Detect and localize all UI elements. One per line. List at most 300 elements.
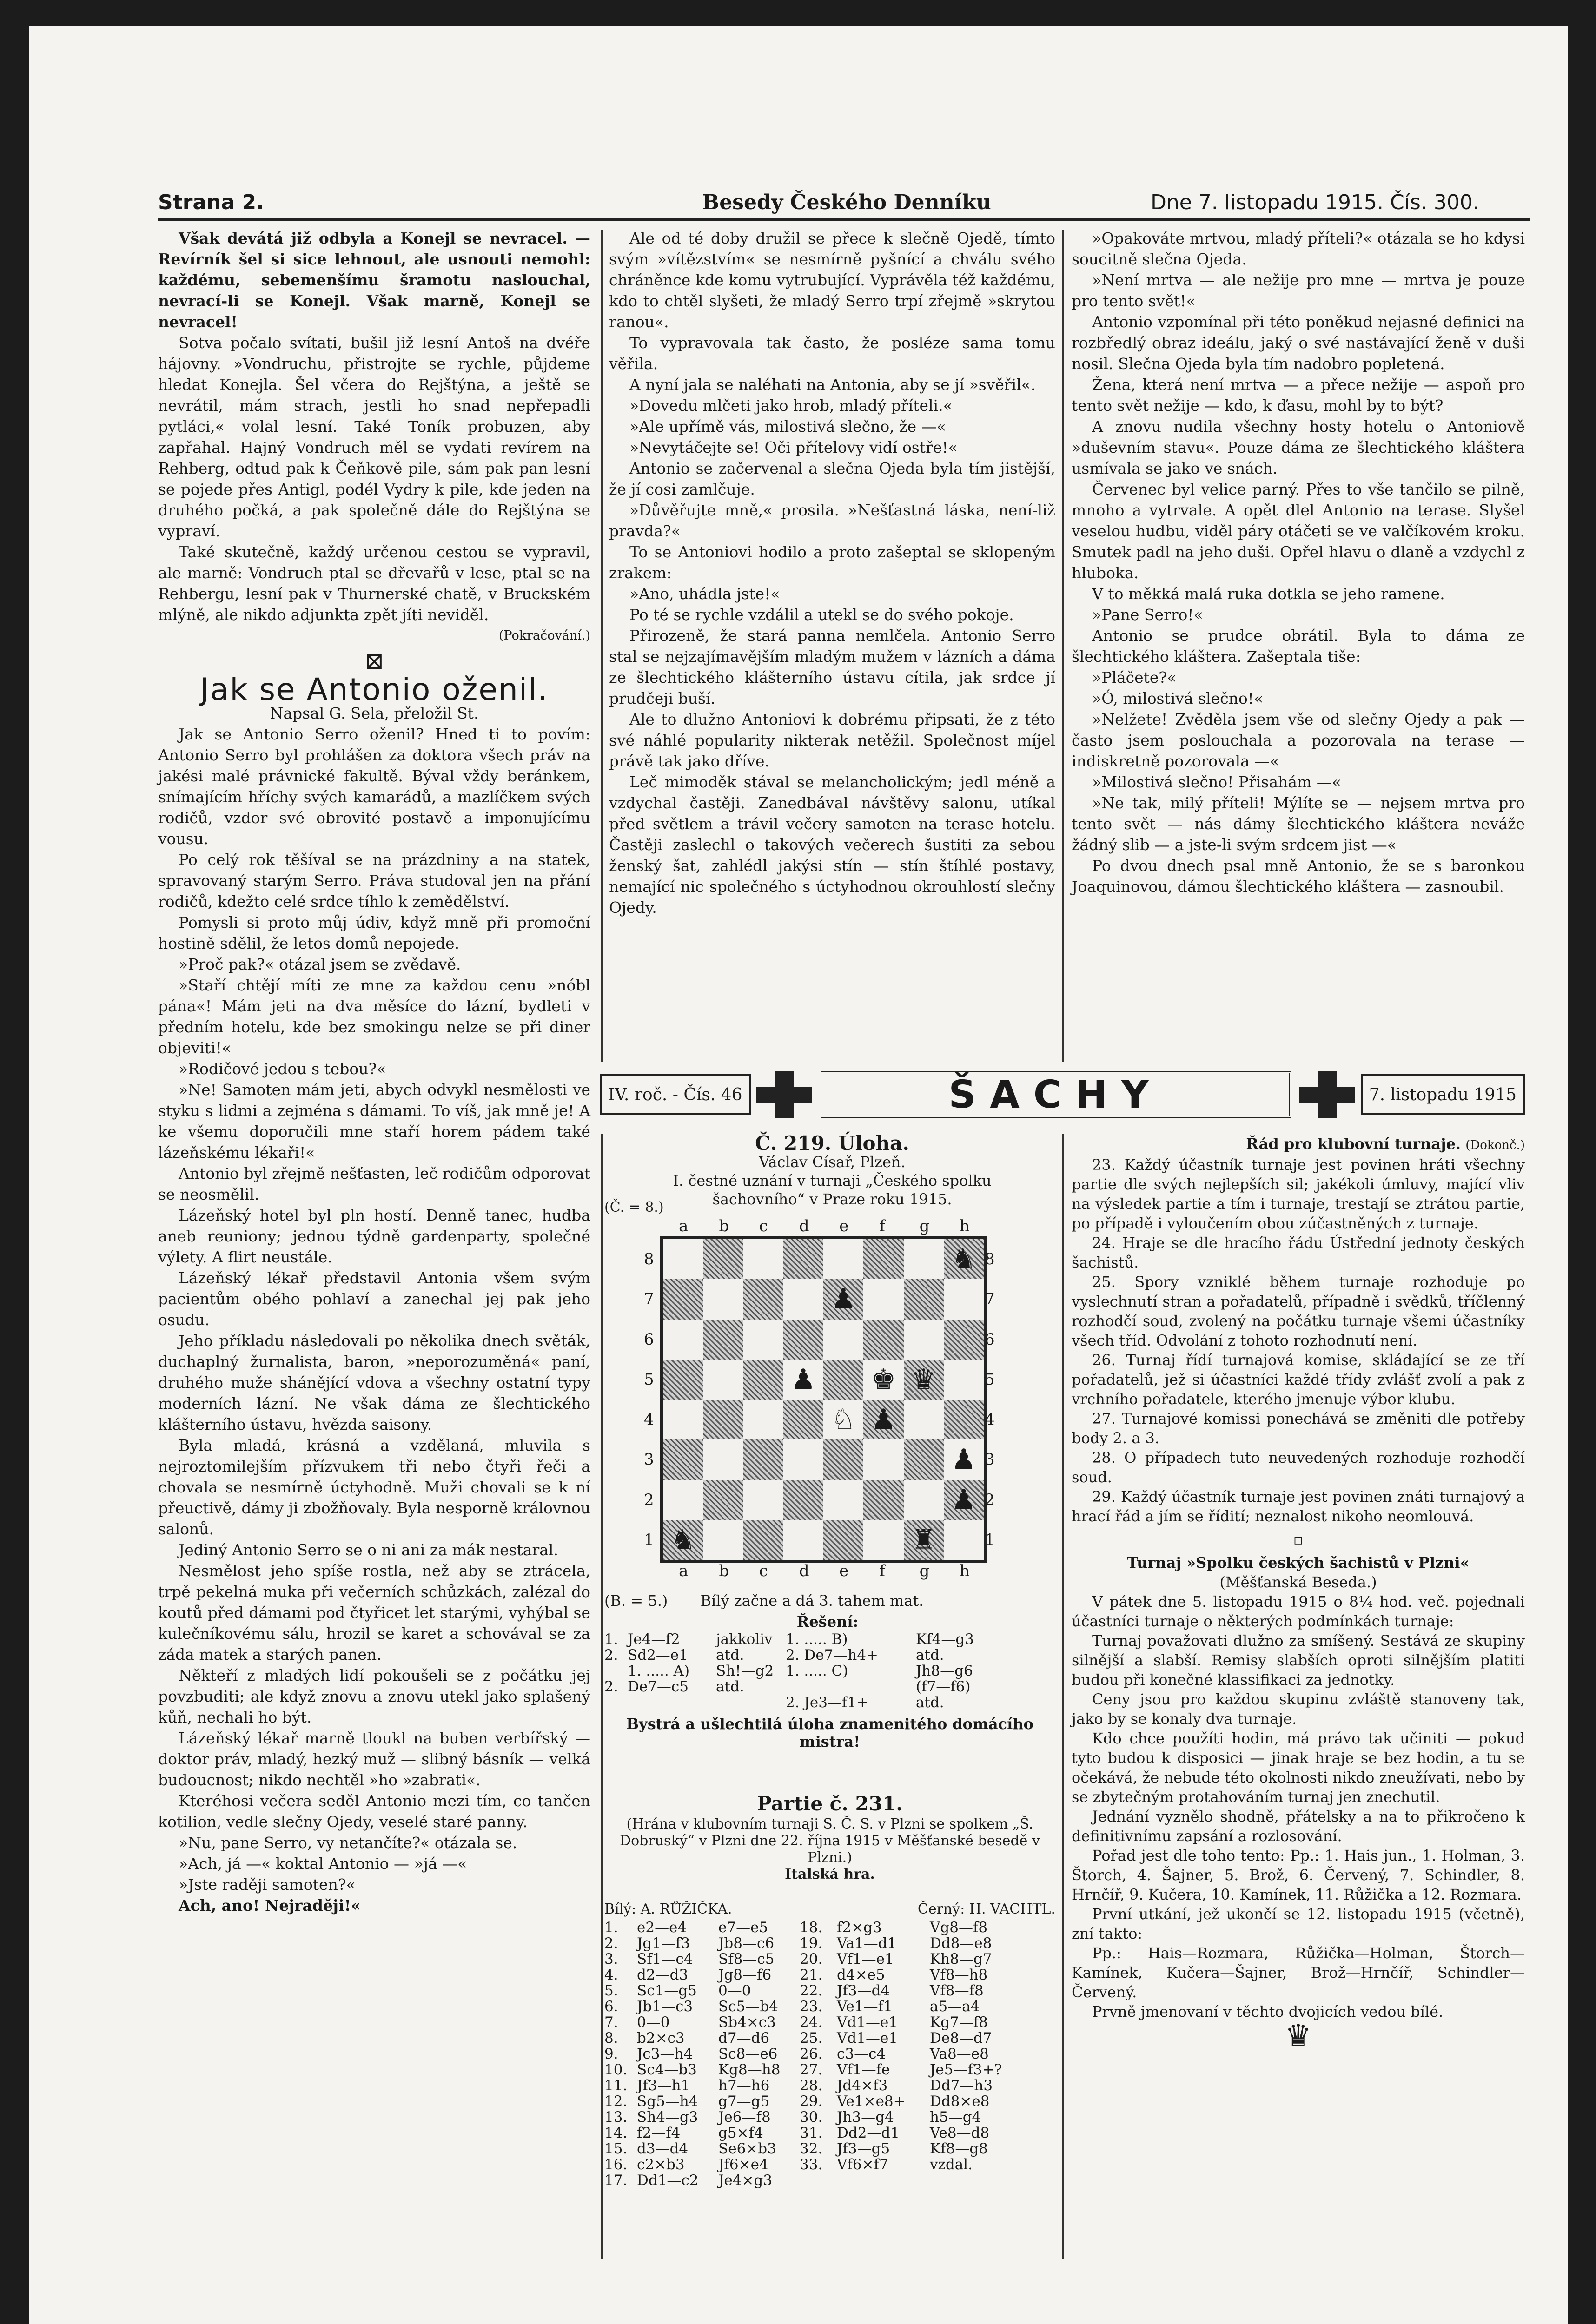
board-square-b1 [703,1520,743,1560]
tournament-title: Turnaj »Spolku českých šachistů v Plzni« [1127,1554,1470,1571]
paragraph: Po dvou dnech psal mně Antonio, že se s baronkou Joaquinovou, dámou šlechtického kláštera — zasnoubil. [1072,857,1525,896]
paragraph: »Dovedu mlčeti jako hrob, mladý příteli.« [629,396,953,415]
solution-cell: atd. [916,1694,944,1711]
move-row [604,1999,1055,2014]
rank-label: 1 [644,1530,654,1549]
paragraph: 28. O případech tuto neuvedených rozhoduje rozhodčí soud. [1072,1449,1525,1486]
move-cell: Vf8—h8 [930,1967,988,1983]
paragraph: Žena, která není mrtva — a přece nežije — aspoň pro tento svět nežije — kdo, k ďasu, mohl by to být? [1072,376,1525,415]
move-cell: 26. [800,2046,823,2062]
move-cell: 8. [604,2030,618,2047]
file-label: c [759,1562,768,1580]
board-square-a4 [663,1400,703,1439]
board-square-b7 [703,1279,743,1319]
rank-label: 5 [644,1370,654,1389]
move-cell: 0—0 [718,1982,751,1999]
solution-cell: (f7—f6) [916,1678,971,1695]
board-square-f7 [863,1279,903,1319]
paragraph: »Proč pak?« otázal jsem se zvědavě. [179,955,461,973]
paragraph: »Ne! Samoten mám jeti, abych odvykl nesmělosti ve styku s lidmi a zejména s dámami. To víš, jak mně je! A ke všemu doporučili mne staří horem pádem také lázeňskému lékaři!« [158,1081,590,1162]
solution-cell: atd. [716,1647,744,1664]
file-label: g [919,1217,930,1235]
move-row [604,2078,1055,2093]
column-divider [601,230,603,1062]
problem-stipulation-row [604,1592,1051,1610]
move-cell: g5×f4 [718,2125,763,2141]
move-cell: vzdal. [930,2156,973,2173]
board-square-e3 [823,1439,863,1479]
rank-label: 6 [985,1330,995,1349]
move-cell: 32. [800,2140,823,2157]
solution-cell [604,1695,628,1710]
paragraph: Ale to dlužno Antoniovi k dobrému připsati, že z této své náhlé popularity nikterak netěžil. Společnost míjel právě tak jako dříve. [609,710,1055,770]
move-cell: Ve8—d8 [930,2125,990,2141]
move-cell: 13. [604,2109,628,2126]
paragraph: 27. Turnajové komissi ponechává se změniti dle potřeby body 2. a 3. [1072,1410,1525,1447]
solution-row [604,1631,1055,1647]
move-cell: Jg1—f3 [637,1935,690,1952]
paragraph: »Ach, já —« koktal Antonio — »já —« [179,1855,467,1873]
move-cell: Vf1—fe [837,2061,890,2078]
move-cell: Dd7—h3 [930,2077,993,2094]
move-cell: 11. [604,2077,628,2094]
solution-table [604,1631,1055,1710]
rank-label: 3 [644,1450,654,1469]
move-cell: Vf6×f7 [837,2156,888,2173]
move-cell: c2×b3 [637,2156,685,2173]
move-cell: 30. [800,2109,823,2126]
move-cell: Jf6×e4 [718,2156,768,2173]
board-square-g5 [904,1360,944,1400]
board-square-e5 [823,1360,863,1400]
solution-cell [604,1663,628,1679]
move-cell: Ve1—f1 [837,1998,893,2015]
file-label: c [759,1217,768,1235]
paragraph: Prvně jmenovaní v těchto dvojicích vedou bílé. [1092,2003,1444,2020]
board-square-a1 [663,1520,703,1560]
file-label: b [719,1217,729,1235]
move-row [604,2093,1055,2109]
move-cell: d3—d4 [637,2140,689,2157]
board-square-b3 [703,1439,743,1479]
move-cell: Sf1—c4 [637,1951,693,1967]
move-cell: Dd1—c2 [637,2172,699,2189]
move-cell: Jf3—g5 [837,2140,890,2157]
volume-number: IV. roč. - Čís. 46 [600,1074,751,1115]
file-label: d [799,1217,809,1235]
board-square-b6 [703,1320,743,1360]
board-square-a8 [663,1239,703,1279]
move-row [604,2046,1055,2062]
checker-ornament [1299,1071,1355,1118]
move-cell: De8—d7 [930,2030,992,2047]
move-cell: Se6×b3 [718,2140,776,2157]
move-cell: Dd8×e8 [930,2093,990,2110]
problem-note: Bystrá a ušlechtilá úloha znamenitého domácího mistra! [626,1715,1033,1750]
board-square-e2 [823,1480,863,1520]
solution-cell: Je4—f2 [628,1631,680,1648]
board-square-b8 [703,1239,743,1279]
move-cell: 9. [604,2046,618,2062]
board-square-d2 [783,1480,823,1520]
paragraph: Jednání vyznělo shodně, přátelsky a na to přikročeno k definitivnímu zapsání a rozlosování. [1072,1808,1525,1845]
solution-row [604,1679,1055,1695]
paragraph: Také skutečně, každý určenou cestou se vypravil, ale marně: Vondruch ptal se dřevařů v lese, ptal se na Rehbergu, lesní pak v Thurnerské chatě, v Bruckském mlýně, ale nikdo adjunkta zpět jíti neviděl. [158,543,590,624]
page-number: Strana 2. [158,191,264,214]
move-cell: 21. [800,1967,823,1983]
chess-board [660,1236,987,1563]
move-cell: 20. [800,1951,823,1967]
move-cell: 3. [604,1951,618,1967]
file-label: e [839,1217,849,1235]
paragraph: Nesmělost jeho spíše rostla, než aby se ztrácela, trpě pekelná muka při večerních schůzkách, zalézal do koutů před dámami pod čtyřicet let starými, vyhýbal se kulečníkovému sálu, hrozil se karet a schovával se za záda matek a starých panen. [158,1562,590,1664]
solution-cell: 2. De7—h4+ [786,1647,879,1664]
file-label: d [799,1562,809,1580]
solution-cell: atd. [916,1647,944,1664]
column-divider [601,1134,603,2259]
rules-continued: (Dokonč.) [1465,1138,1525,1152]
solution-cell: Jh8—g6 [916,1663,973,1679]
solution-cell: De7—c5 [628,1678,689,1695]
board-square-f2 [863,1480,903,1520]
paragraph: Pořad jest dle toho tento: Pp.: 1. Hais jun., 1. Holman, 3. Štorch, 4. Šajner, 5. Brož, 6. Červený, 7. Schindler, 8. Hrnčíř, 9. Kučera, 10. Kamínek, 11. Růžička a 12. Rozmara. [1072,1847,1525,1903]
chess-section-banner [600,1069,1525,1120]
move-cell: Je5—f3+? [930,2061,1002,2078]
move-cell: Sf8—c5 [718,1951,775,1967]
board-square-d5 [783,1360,823,1400]
column-story-continued [609,228,1055,918]
board-square-g3 [904,1439,944,1479]
move-cell: f2×g3 [837,1919,882,1936]
board-square-f6 [863,1320,903,1360]
board-square-g7 [904,1279,944,1319]
move-cell: Jg8—f6 [718,1967,772,1983]
file-label: h [959,1217,970,1235]
board-square-f1 [863,1520,903,1560]
chess-piece-icon: ♘ [831,1403,856,1436]
column-divider [1062,1134,1064,2259]
move-row [604,1935,1055,1951]
chess-problem-header [609,1134,1055,1208]
paragraph: Červenec byl velice parný. Přes to vše tančilo se pilně, mnoho a vytrvale. A opět dlel Antonio na terase. Slyšel veselou hudbu, viděl páry otáčeti se ve valčíkovém kroku. Smutek padl na jeho duši. Opřel hlavu o dlaně a vzdychl z hluboka. [1072,480,1525,582]
move-cell: 5. [604,1982,618,1999]
board-square-f8 [863,1239,903,1279]
paragraph: Kteréhosi večera seděl Antonio mezi tím, co tančen kotilion, vedle slečny Ojedy, veselé staré panny. [158,1792,590,1831]
solution-cell: jakkoliv [716,1631,773,1648]
move-cell: Sb4×c3 [718,2014,776,2031]
board-square-d7 [783,1279,823,1319]
paragraph: Lázeňský lékař marně tloukl na buben verbířský — doktor práv, mladý, hezký muž — slibný básník — velká budoucnost; nikdo nechtěl »ho »zabrati«. [158,1729,590,1789]
paragraph: Ale od té doby družil se přece k slečně Ojedě, tímto svým »vítězstvím« se nesmírně pyšnící a chválu svého chráněnce kde komu vytrubující. Vyprávěla též každému, kdo to chtěl slyšeti, že mladý Serro trpí zřejmě »skrytou ranou«. [609,229,1055,331]
solution-row [604,1695,1055,1710]
move-cell: Je6—f8 [718,2109,771,2126]
move-cell: Sg5—h4 [637,2093,698,2110]
tournament-venue: (Měšťanská Beseda.) [1219,1573,1377,1591]
board-square-a7 [663,1279,703,1319]
story-title: Jak se Antonio oženil. [200,672,549,707]
black-player: Černý: H. VACHTL. [917,1901,1055,1917]
board-square-h4 [944,1400,984,1439]
board-square-g6 [904,1320,944,1360]
paragraph: 29. Každý účastník turnaje jest povinen znáti turnajový a hrací řád a jím se řídití; neznalost nikoho neomlouvá. [1072,1488,1525,1525]
board-square-f5 [863,1360,903,1400]
paragraph: »Nu, pane Serro, vy netančíte?« otázala se. [179,1834,517,1852]
move-cell: e7—e5 [718,1919,768,1936]
paragraph: Jak se Antonio Serro oženil? Hned ti to povím: Antonio Serro byl prohlášen za doktora všech práv na jakési malé právnické fakultě. Býval vždy beránkem, snímajícím hříchy svých kamarádů, a mazlíčkem svých rodičů, vzdor své obrovité postavě a imponujícímu vousu. [158,725,590,848]
move-cell: 10. [604,2061,628,2078]
rank-label: 2 [644,1490,654,1509]
paragraph: Po té se rychle vzdálil a utekl se do svého pokoje. [629,606,1014,624]
problem-author: Václav Císař, Plzeň. [759,1153,906,1171]
column-chess-news [1072,1134,1525,2053]
move-cell: 7. [604,2014,618,2031]
board-square-a6 [663,1320,703,1360]
board-square-d3 [783,1439,823,1479]
paragraph: Však devátá již odbyla a Konejl se nevracel. — Revírník šel si sice lehnout, ale usnouti nemohl: každému, sebemenšímu šramotu naslouchal, nevrací-li se Konejl. Však marně, Konejl se nevracel! [158,229,590,331]
move-cell: 4. [604,1967,618,1983]
paragraph: »Nelžete! Zvěděla jsem vše od slečny Ojedy a pak — často jsem poslouchala a pozorovala na terase — indiskretně pozorovala —« [1072,710,1525,770]
solution-cell: 1. ..... B) [786,1631,848,1648]
paragraph: Ach, ano! Nejraději!« [179,1896,361,1915]
move-row [604,2141,1055,2157]
board-square-d8 [783,1239,823,1279]
move-cell: Je4×g3 [718,2172,773,2189]
file-label: f [879,1562,885,1580]
move-cell: 12. [604,2093,628,2110]
solution-cell: Sd2—e1 [628,1647,688,1664]
rank-label: 1 [985,1530,995,1549]
move-cell: 19. [800,1935,823,1952]
paragraph: Turnaj považovati dlužno za smíšený. Sestává ze skupiny silnější a slabší. Remisy slabších oproti silnějším platiti budou při konečné klassifikaci za jednotky. [1072,1632,1525,1689]
rank-label: 2 [985,1490,995,1509]
paragraph: »Jste raději samoten?« [179,1875,356,1894]
paragraph: Někteří z mladých lidí pokoušeli se z počátku jej povzbuditi; ale když znovu a znovu utekl jako splašený kůň, nechali ho být. [158,1666,590,1726]
move-cell: Sc8—e6 [718,2046,778,2062]
move-cell [837,2172,930,2188]
move-cell: 0—0 [637,2014,670,2031]
solution-cell: 2. [604,1647,618,1664]
paragraph: »Milostivá slečno! Přisahám —« [1092,773,1341,791]
move-row [604,2109,1055,2125]
move-cell: g7—g5 [718,2093,770,2110]
file-label: g [919,1562,930,1580]
paragraph: A znovu nudila všechny hosty hotelu o Antoniově »duševním stavu«. Pouze dáma ze šlechtického kláštera usmívala se jako ve snách. [1072,417,1525,477]
move-cell: 24. [800,2014,823,2031]
section-ornament: ⊠ [364,647,384,674]
paragraph: Antonio vzpomínal při této poněkud nejasné definici na rozbředlý obraz ideálu, jaký o své nastávající ženě v duši nosil. Slečna Ojeda byla tím nadobro popletená. [1072,313,1525,373]
move-cell: Kg7—f8 [930,2014,988,2031]
move-row [604,2014,1055,2030]
newspaper-title: Besedy Českého Denníku [702,191,991,214]
move-cell: h7—h6 [718,2077,770,2094]
paragraph: V to měkká malá ruka dotkla se jeho ramene. [1092,585,1445,603]
paragraph: Antonio byl zřejmě nešťasten, leč rodičům odporovat se neosmělil. [158,1164,590,1203]
solution-cell [628,1695,716,1710]
paragraph: »Ale upřímě vás, milostivá slečno, že —« [629,417,946,436]
rank-label: 8 [985,1250,995,1269]
paragraph: 26. Turnaj řídí turnajová komise, skládající se ze tří pořadatelů, jež si účastníci každé třídy zvlášť zvolí a pak z vrchního pořadatele, kterého jmenuje výbor klubu. [1072,1351,1525,1408]
problem-title: Č. 219. Úloha. [755,1132,909,1155]
move-cell: Ve1×e8+ [837,2093,906,2110]
move-cell: e2—e4 [637,1919,687,1936]
rules-title: Řád pro klubovní turnaje. [1246,1135,1461,1153]
board-square-e7 [823,1279,863,1319]
paragraph: První utkání, jež ukončí se 12. listopadu 1915 (včetně), zní takto: [1072,1905,1525,1942]
move-cell: Kf8—g8 [930,2140,988,2157]
move-cell: 27. [800,2061,823,2078]
board-square-e4 [823,1400,863,1439]
file-label: e [839,1562,849,1580]
move-cell: d7—d6 [718,2030,770,2047]
board-square-d1 [783,1520,823,1560]
move-cell: d4×e5 [837,1967,885,1983]
solution-cell: 1. [604,1631,618,1648]
paragraph: »Nevytáčejte se! Oči přítelovy vidí ostře!« [629,438,958,456]
board-square-c1 [743,1520,783,1560]
board-square-d4 [783,1400,823,1439]
paragraph: To se Antoniovi hodilo a proto zašeptal se sklopeným zrakem: [609,543,1055,582]
move-cell: 6. [604,1998,618,2015]
move-cell: Jf3—h1 [637,2077,690,2094]
solution-cell: 1. ..... C) [786,1663,848,1679]
banner-date: 7. listopadu 1915 [1361,1074,1525,1115]
paragraph: To vypravovala tak často, že posléze sama tomu věřila. [609,334,1055,373]
move-cell: 28. [800,2077,823,2094]
column-story [158,228,590,1916]
column-story-end [1072,228,1525,897]
paragraph: Ceny jsou pro každou skupinu zvláště stanoveny tak, jako by se konaly dva turnaje. [1072,1690,1525,1728]
continued-note: (Pokračování.) [498,628,590,643]
chess-piece-icon: ♚ [871,1363,896,1396]
game-header [604,1792,1055,1883]
checker-ornament [756,1071,812,1118]
move-cell: Sc4—b3 [637,2061,697,2078]
board-square-b2 [703,1480,743,1520]
paragraph: »Pláčete?« [1092,668,1177,687]
board-square-b5 [703,1360,743,1400]
issue-date: Dne 7. listopadu 1915. Čís. 300. [1151,191,1479,214]
solution-cell: 2. [604,1678,618,1695]
game-moves-table [604,1920,1055,2188]
paragraph: Lázeňský hotel byl pln hostí. Denně tanec, hudba aneb reuniony; jednou týdně gardenparty, společné výlety. A flirt neustále. [158,1206,590,1266]
move-cell: c3—c4 [837,2046,886,2062]
file-label: a [679,1217,689,1235]
chess-piece-icon: ♟ [790,1363,816,1396]
move-cell: 16. [604,2156,628,2173]
paragraph: 24. Hraje se dle hracího řádu Ústřední jednoty českých šachistů. [1072,1234,1525,1271]
file-label: b [719,1562,729,1580]
board-square-c6 [743,1320,783,1360]
move-cell: Vd1—e1 [837,2014,898,2031]
chess-piece-icon: ♞ [670,1523,696,1556]
move-cell: Jf3—d4 [837,1982,890,1999]
move-cell: 1. [604,1919,618,1936]
move-cell: 17. [604,2172,628,2189]
solution-cell: atd. [716,1678,744,1695]
problem-stipulation: Bílý začne a dá 3. tahem mat. [700,1592,924,1610]
section-ornament: ▫ [1293,1531,1304,1548]
paragraph: »Pane Serro!« [1092,606,1203,624]
white-piece-count: (B. = 5.) [604,1592,668,1610]
board-square-g4 [904,1400,944,1439]
move-row [604,1967,1055,1983]
file-label: f [879,1217,885,1235]
solution-cell: Sh!—g2 [716,1663,774,1679]
move-cell: Vf8—f8 [930,1982,984,1999]
paragraph: Byla mladá, krásná a vzdělaná, mluvila s nejroztomilejším přízvukem tři nebo čtyři řeči a chovala se nesmírně úctyhodně. Muži chovali se k ní přeuctivě, dámy ji zbožňovaly. Byla nesporně královnou salonů. [158,1436,590,1538]
board-square-f3 [863,1439,903,1479]
board-square-a2 [663,1480,703,1520]
move-cell: Sh4—g3 [637,2109,698,2126]
board-square-e8 [823,1239,863,1279]
paragraph: Antonio se začervenal a slečna Ojeda byla tím jistější, že jí cosi zamlčuje. [609,459,1055,498]
move-cell: Jb8—c6 [718,1935,775,1952]
rank-label: 4 [985,1410,995,1429]
move-cell: 33. [800,2156,823,2173]
file-label: h [959,1562,970,1580]
move-cell: 15. [604,2140,628,2157]
move-cell: Sc1—g5 [637,1982,697,1999]
move-cell: Vg8—f8 [930,1919,988,1936]
chess-piece-icon: ♞ [951,1243,976,1276]
board-square-e1 [823,1520,863,1560]
paragraph: Pp.: Hais—Rozmara, Růžička—Holman, Štorch—Kamínek, Kučera—Šajner, Brož—Hrnčíř, Schindler—Červený. [1072,1944,1525,2001]
paragraph: »Opakováte mrtvou, mladý příteli?« otázala se ho kdysi soucitně slečna Ojeda. [1072,229,1525,268]
move-cell [800,2172,837,2188]
rank-label: 7 [644,1290,654,1309]
move-row [604,1983,1055,1999]
move-cell: Jb1—c3 [637,1998,693,2015]
board-square-c3 [743,1439,783,1479]
chess-piece-icon: ♟ [951,1483,976,1516]
solution-cell: Kf4—g3 [916,1631,974,1648]
board-square-f4 [863,1400,903,1439]
board-square-h7 [944,1279,984,1319]
rank-label: 7 [985,1290,995,1309]
board-square-h1 [944,1520,984,1560]
solution-row [604,1647,1055,1663]
move-row [604,2062,1055,2078]
paragraph: Přirozeně, že stará panna nemlčela. Antonio Serro stal se nejzajímavějším mladým mužem v lázních a dáma ze šlechtického klášterního ústavu cítila, jak srdce jí prudčeji buší. [609,627,1055,707]
move-cell: Sc5—b4 [718,1998,778,2015]
move-cell: 29. [800,2093,823,2110]
board-square-d6 [783,1320,823,1360]
black-piece-count: (Č. = 8.) [604,1199,664,1215]
move-row [604,2172,1055,2188]
paragraph: »Ne tak, milý příteli! Mýlíte se — nejsem mrtva pro tento svět — nás dámy šlechtického kláštera neváže žádný slib — a jste-li svým srdcem jist —« [1072,794,1525,854]
board-square-h2 [944,1480,984,1520]
rank-label: 8 [644,1250,654,1269]
board-square-c8 [743,1239,783,1279]
move-cell: Kh8—g7 [930,1951,992,1967]
move-cell: Vd1—e1 [837,2030,898,2047]
paragraph: V pátek dne 5. listopadu 1915 o 8¼ hod. več. pojednali účastníci turnaje o některých podmínkách turnaje: [1072,1593,1525,1630]
chess-piece-icon: ♟ [951,1443,976,1476]
move-cell: Jc3—h4 [637,2046,693,2062]
paragraph: Leč mimoděk stával se melancholickým; jedl méně a vzdychal častěji. Zanedbával návštěvy salonu, utíkal před světlem a trávil večery samoten na terase hotelu. Častěji zaslechl o takových večerech šustiti za sebou ženský šat, zahlédl jakýsi stín — stín štíhlé postavy, nemající nic společného s úctyhodnou okrouhlostí slečny Ojedy. [609,773,1055,917]
queen-ornament-icon: ♛ [1285,2019,1312,2053]
paragraph: Lázeňský lékař představil Antonia všem svým pacientům obého pohlaví a zanechal jej pak jeho osudu. [158,1269,590,1329]
solution-cell [716,1695,786,1710]
solution-cell [786,1679,916,1695]
chess-piece-icon: ♜ [911,1523,936,1556]
header-rule [158,218,1530,221]
move-cell: 22. [800,1982,823,1999]
story-byline: Napsal G. Sela, přeložil St. [270,704,479,722]
move-cell: Jd4×f3 [837,2077,888,2094]
move-cell: 18. [800,1919,823,1936]
move-cell: Va8—e8 [930,2046,989,2062]
